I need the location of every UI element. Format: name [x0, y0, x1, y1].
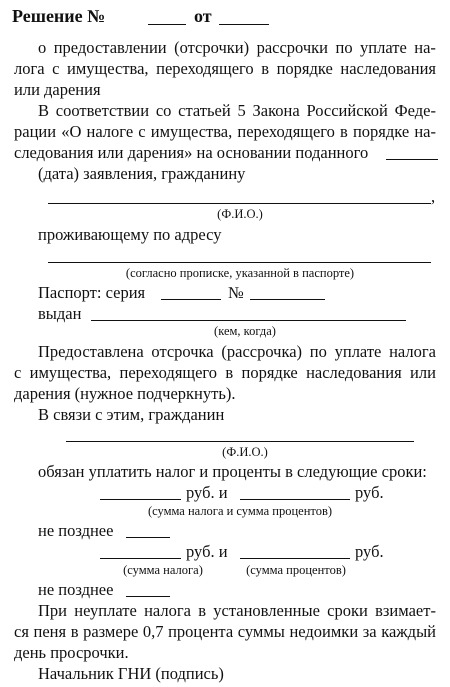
- tax-sum-field-1[interactable]: [100, 499, 181, 500]
- fio-caption-1: (Ф.И.О.): [217, 207, 263, 221]
- interest-sum-field-1[interactable]: [240, 499, 350, 500]
- word: процента: [168, 622, 234, 641]
- word: статьей: [178, 101, 231, 120]
- word: в: [225, 363, 234, 382]
- word: соответствии: [55, 101, 150, 120]
- word: неуплате: [74, 601, 137, 620]
- fio-caption-2: (Ф.И.О.): [222, 445, 268, 459]
- word: порядке: [276, 59, 333, 78]
- word: установленные: [213, 601, 320, 620]
- title-prefix: Решение №: [12, 6, 106, 26]
- word: «О: [61, 122, 82, 141]
- word: Закона: [252, 101, 300, 120]
- sum-caption-2a: (сумма налога): [123, 563, 203, 577]
- p2-line-3: следования или дарения» на основании поданного: [14, 143, 369, 162]
- rub-2: руб. и: [186, 542, 228, 561]
- word: В: [38, 101, 50, 120]
- word: в: [70, 622, 79, 641]
- issued-label: выдан: [38, 304, 82, 323]
- word: недоимки: [289, 622, 359, 641]
- word: взимает-: [375, 601, 436, 620]
- word: имущества,: [67, 59, 149, 78]
- word: на-: [414, 122, 436, 141]
- address-caption: (согласно прописке, указанной в паспорте): [125, 266, 355, 280]
- word: с: [138, 122, 146, 141]
- not-later-2: не позднее: [38, 580, 114, 599]
- interest-sum-field-2[interactable]: [240, 558, 350, 559]
- word: налога: [389, 342, 436, 361]
- word: о: [38, 38, 47, 57]
- p1-line-2: [14, 59, 436, 79]
- p4-line-3: день просрочки.: [14, 643, 129, 662]
- word: налога: [144, 601, 191, 620]
- rub-2b: руб.: [355, 542, 384, 561]
- signature-line: Начальник ГНИ (подпись): [38, 664, 224, 683]
- p2-line-4: (дата) заявления, гражданину: [38, 164, 246, 183]
- word: каждый: [381, 622, 436, 641]
- citizen-fio-field[interactable]: [48, 203, 431, 204]
- deadline-field-2[interactable]: [126, 596, 170, 597]
- word: со: [155, 101, 172, 120]
- word: суммы: [237, 622, 285, 641]
- decision-number-field[interactable]: [148, 24, 186, 25]
- sum-caption-1: (сумма налога и сумма процентов): [147, 504, 333, 518]
- p3-line-1: [38, 342, 436, 362]
- word: пеня: [33, 622, 67, 641]
- rub-1: руб. и: [186, 483, 228, 502]
- p2-line-1: [38, 101, 436, 121]
- word: за: [362, 622, 377, 641]
- word: уплате: [334, 342, 382, 361]
- deadline-field-1[interactable]: [126, 537, 170, 538]
- word: сроки: [327, 601, 368, 620]
- obliged-text: обязан уплатить налог и проценты в следующие сроки:: [38, 462, 427, 481]
- word: порядке: [241, 363, 298, 382]
- word: 0,7: [142, 622, 164, 641]
- word: рассрочки: [256, 38, 329, 57]
- word: в: [261, 59, 270, 78]
- not-later-1: не позднее: [38, 521, 114, 540]
- word: имущества,: [29, 363, 112, 382]
- p3-line-2: [14, 363, 436, 383]
- word: лога: [14, 59, 45, 78]
- word: налоге: [86, 122, 134, 141]
- p1-line-3: или дарения: [14, 80, 101, 99]
- word: имущества,: [150, 122, 233, 141]
- word: по: [309, 342, 327, 361]
- word: предоставлении: [53, 38, 167, 57]
- passport-number-sign: №: [228, 283, 244, 302]
- sum-caption-2b: (сумма процентов): [246, 563, 346, 577]
- passport-series-field[interactable]: [161, 299, 221, 300]
- word: уплате: [360, 38, 407, 57]
- word: наследования: [306, 363, 402, 382]
- word: в: [340, 122, 348, 141]
- p3-line-3: дарения (нужное подчеркнуть).: [14, 384, 236, 403]
- p1-line-1: [38, 38, 436, 58]
- passport-number-field[interactable]: [250, 299, 325, 300]
- citizen-fio-field-2[interactable]: [66, 441, 414, 442]
- word: рации: [14, 122, 57, 141]
- citizen-label: В связи с этим, гражданин: [38, 405, 225, 424]
- word: в: [198, 601, 207, 620]
- word: ся: [14, 622, 29, 641]
- rub-1b: руб.: [355, 483, 384, 502]
- decision-date-field[interactable]: [219, 24, 269, 25]
- title-middle: от: [194, 6, 212, 26]
- address-label: проживающему по адресу: [38, 225, 222, 244]
- word: с: [14, 363, 22, 382]
- word: При: [38, 601, 67, 620]
- word: переходящего: [237, 122, 335, 141]
- title-line: [12, 6, 105, 26]
- word: порядке: [352, 122, 410, 141]
- fio-comma: ,: [431, 187, 436, 206]
- word: переходящего: [156, 59, 254, 78]
- word: размере: [83, 622, 139, 641]
- word: Российской: [306, 101, 388, 120]
- word: Предоставлена: [38, 342, 144, 361]
- tax-sum-field-2[interactable]: [100, 558, 181, 559]
- issued-caption: (кем, когда): [214, 324, 276, 338]
- word: или: [410, 363, 436, 382]
- word: 5: [237, 101, 246, 120]
- address-field[interactable]: [48, 262, 431, 263]
- word: отсрочка: [151, 342, 214, 361]
- word: по: [335, 38, 353, 57]
- p2-line-2: [14, 122, 436, 142]
- application-date-field[interactable]: [386, 159, 438, 160]
- p4-line-2: [14, 622, 436, 642]
- word: переходящего: [119, 363, 218, 382]
- word: (отсрочки): [174, 38, 250, 57]
- word: наследования: [340, 59, 436, 78]
- word: с: [52, 59, 60, 78]
- word: (рассрочка): [221, 342, 303, 361]
- p4-line-1: [38, 601, 436, 621]
- word: Феде-: [394, 101, 436, 120]
- issued-field[interactable]: [91, 320, 406, 321]
- passport-label: Паспорт: серия: [38, 283, 146, 302]
- word: на-: [414, 38, 436, 57]
